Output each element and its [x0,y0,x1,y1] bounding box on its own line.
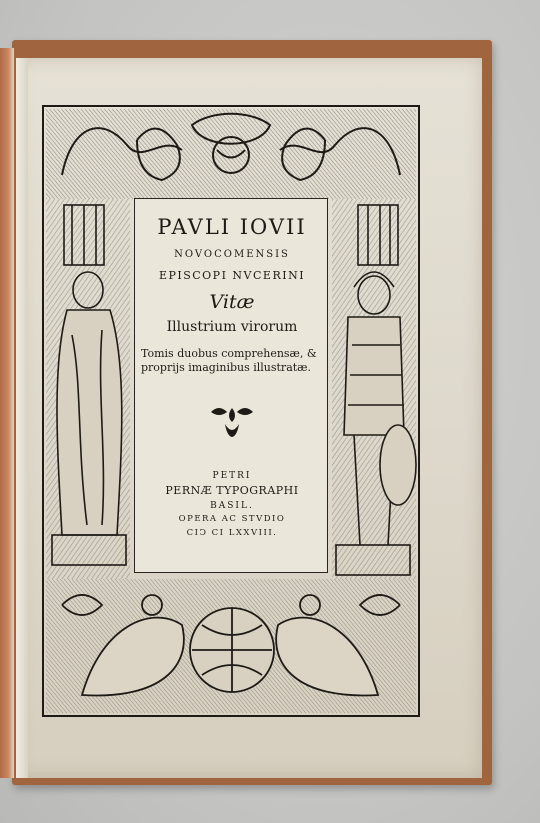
fleuron-icon [207,404,257,438]
work-subject: Illustrium virorum [166,319,298,335]
printer-line-3: BASIL. [210,501,254,511]
author-office: EPISCOPI NVCERINI [158,269,306,282]
author-origin: NOVOCOMENSIS [174,249,290,260]
printer-line-1: PETRI [212,471,252,481]
book-spine-edge [0,48,14,778]
author-name: PAVLI IOVII [157,215,307,239]
work-description: Tomis duobus comprehensæ, & proprijs imaginibus illustratæ. [141,347,317,374]
imprint-date: CIↃ CI LXXVIII. [186,528,278,538]
page-gutter [16,58,28,778]
title-cartouche [134,198,328,573]
work-title: Vitæ [209,291,255,313]
printer-line-4: OPERA AC STVDIO [178,514,286,524]
printer-line-2: PERNÆ TYPOGRAPHI [165,484,299,497]
